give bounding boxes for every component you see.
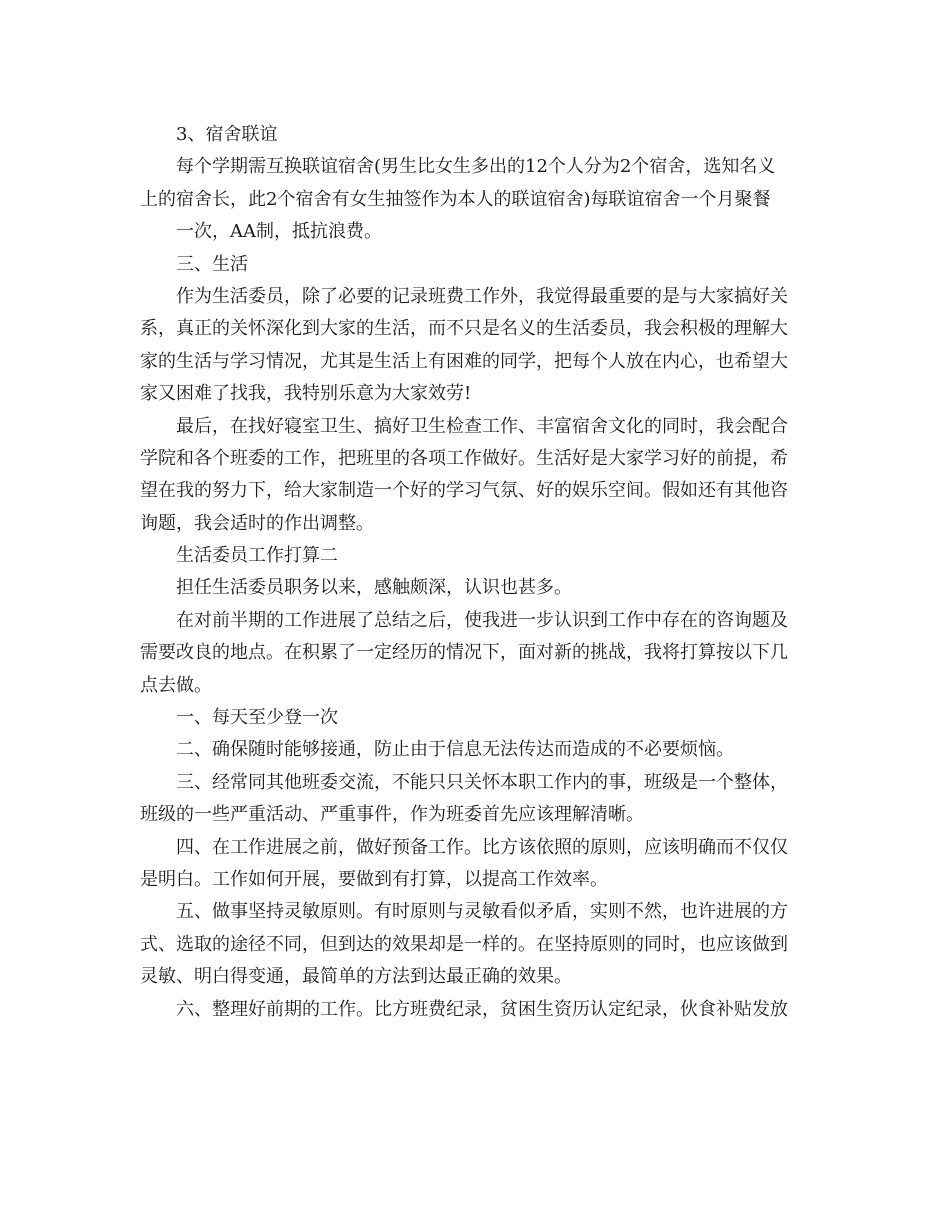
text-line: 式、选取的途径不同，但到达的效果却是一样的。在坚持原则的同时，也应该做到 [140,933,788,955]
text-line: 望在我的努力下，给大家制造一个好的学习气氛、好的娱乐空间。假如还有其他咨 [140,480,788,502]
text-line: 在对前半期的工作进展了总结之后，使我进一步认识到工作中存在的咨询题及 [176,609,788,631]
text-line: 一次，AA制，抵抗浪费。 [176,221,382,243]
text-line: 最后，在找好寝室卫生、搞好卫生检查工作、丰富宿舍文化的同时，我会配合 [176,415,788,437]
text-line: 询题，我会适时的作出调整。 [140,512,374,534]
text-line: 需要改良的地点。在积累了一定经历的情况下，面对新的挑战，我将打算按以下几 [140,642,788,664]
list-item: 六、整理好前期的工作。比方班费纪录，贫困生资历认定纪录，伙食补贴发放 [176,998,788,1020]
section-heading: 生活委员工作打算二 [176,545,338,567]
text-line: 3、宿舍联谊 [176,124,278,145]
text-line: 上的宿舍长，此2个宿舍有女生抽签作为本人的联谊宿舍)每联谊宿舍一个月聚餐 [140,188,771,210]
document-body [140,119,812,1026]
text-line: 系，真正的关怀深化到大家的生活，而不只是名义的生活委员，我会积极的理解大 [140,318,788,340]
text-line: 每个学期需互换联谊宿舍(男生比女生多出的12个人分为2个宿舍，选知名义 [176,156,776,178]
text-line: 担任生活委员职务以来，感触颇深，认识也甚多。 [176,577,572,599]
section-heading: 三、生活 [176,253,248,275]
list-item: 三、经常同其他班委交流，不能只只关怀本职工作内的事，班级是一个整体， [176,771,788,793]
text-line: 灵敏、明白得变通，最简单的方法到达最正确的效果。 [140,966,572,988]
list-item: 四、在工作进展之前，做好预备工作。比方该依照的原则，应该明确而不仅仅 [176,836,788,858]
text-line: 学院和各个班委的工作，把班里的各项工作做好。生活好是大家学习好的前提，希 [140,447,788,469]
list-item: 一、每天至少登一次 [176,707,338,729]
list-item: 五、做事坚持灵敏原则。有时原则与灵敏看似矛盾，实则不然，也许进展的方 [176,901,788,923]
text-line: 点去做。 [140,674,212,696]
text-line: 是明白。工作如何开展，要做到有打算，以提高工作效率。 [140,868,608,890]
text-line: 作为生活委员，除了必要的记录班费工作外，我觉得最重要的是与大家搞好关 [176,285,788,307]
list-item: 二、确保随时能够接通，防止由于信息无法传达而造成的不必要烦恼。 [176,739,734,761]
text-line: 班级的一些严重活动、严重事件，作为班委首先应该理解清晰。 [140,804,644,826]
text-line: 家的生活与学习情况，尤其是生活上有困难的同学，把每个人放在内心，也希望大 [140,350,788,372]
text-line: 家又困难了找我，我特别乐意为大家效劳! [140,383,472,405]
